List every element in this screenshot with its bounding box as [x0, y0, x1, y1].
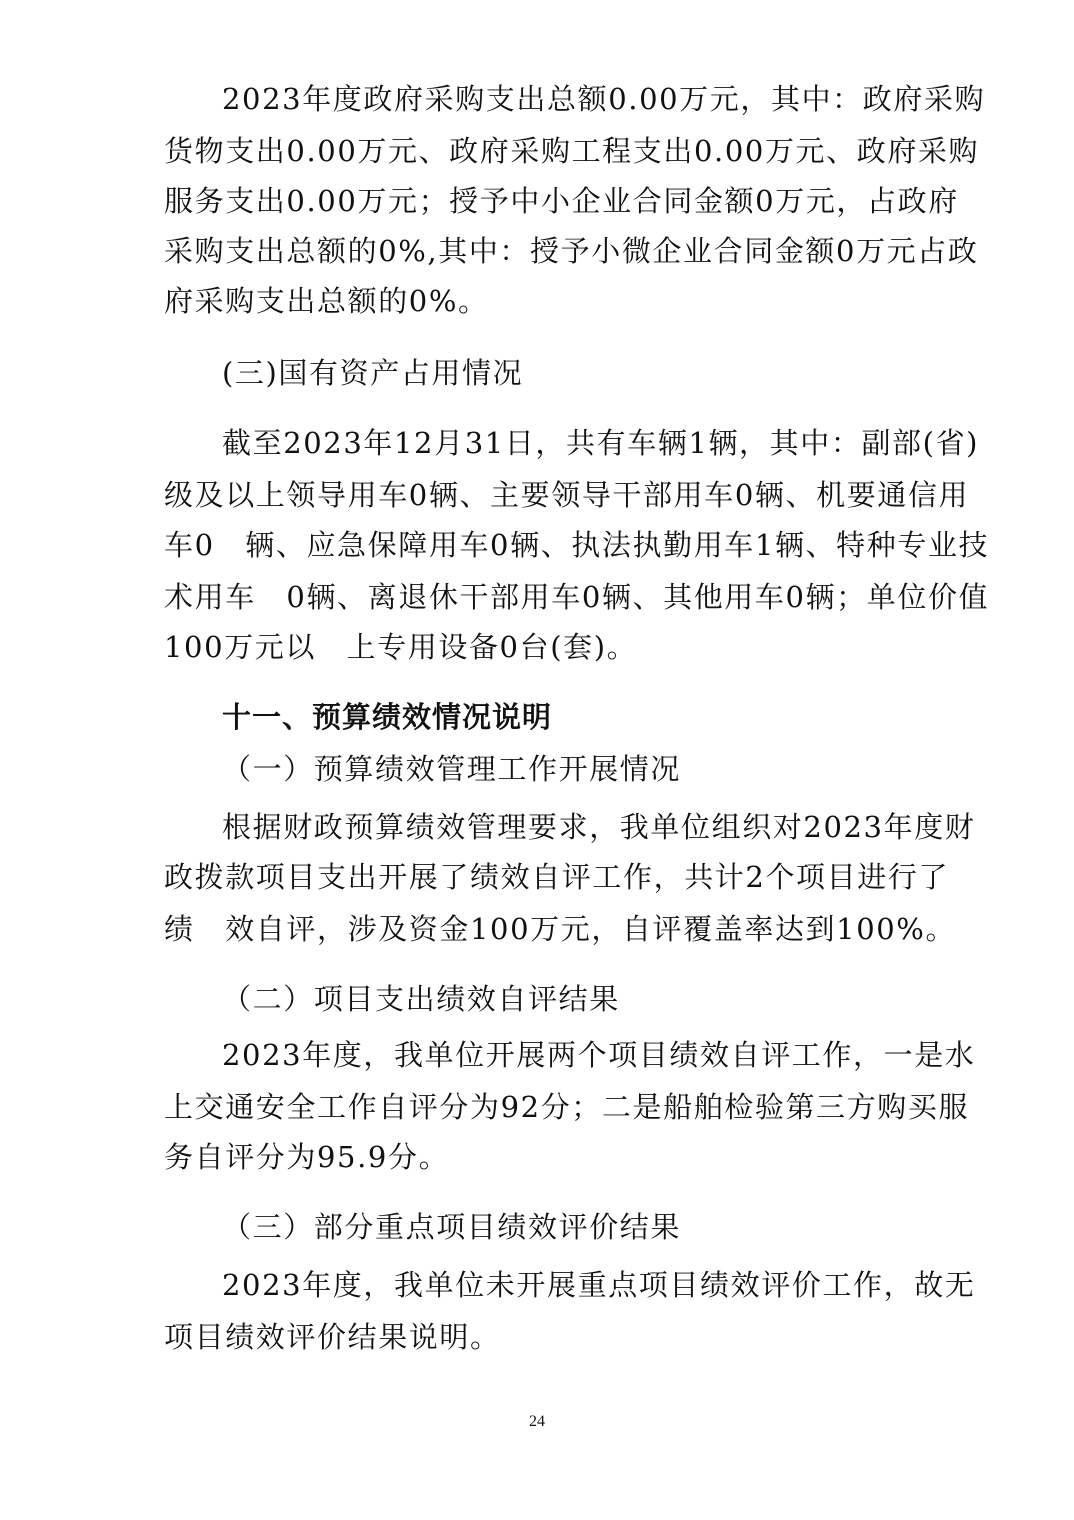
paragraph-line: 项目绩效评价结果说明。 — [164, 1320, 501, 1354]
paragraph-line: 2023年度政府采购支出总额0.00万元，其中：政府采购 — [222, 82, 986, 116]
paragraph-line: 根据财政预算绩效管理要求，我单位组织对2023年度财 — [222, 810, 976, 844]
subsection-heading-1: （一）预算绩效管理工作开展情况 — [222, 752, 682, 786]
paragraph-line: 截至2023年12月31日，共有车辆1辆，其中：副部(省) — [222, 426, 980, 460]
paragraph-line: 上交通安全工作自评分为92分；二是船舶检验第三方购买服 — [164, 1090, 970, 1124]
paragraph-line: 2023年度，我单位未开展重点项目绩效评价工作，故无 — [222, 1268, 976, 1302]
paragraph-line: 政拨款项目支出开展了绩效自评工作，共计2个项目进行了 — [164, 860, 950, 894]
paragraph-line: 绩 效自评，涉及资金100万元，自评覆盖率达到100%。 — [164, 912, 957, 946]
section-heading-assets: (三)国有资产占用情况 — [222, 356, 524, 390]
chapter-heading: 十一、预算绩效情况说明 — [222, 700, 553, 734]
paragraph-line: 2023年度，我单位开展两个项目绩效自评工作，一是水 — [222, 1038, 976, 1072]
paragraph-line: 采购支出总额的0%,其中：授予小微企业合同金额0万元占政 — [164, 234, 979, 268]
paragraph-line: 服务支出0.00万元；授予中小企业合同金额0万元，占政府 — [164, 184, 959, 218]
paragraph-line: 100万元以 上专用设备0台(套)。 — [164, 630, 638, 664]
paragraph-line: 府采购支出总额的0%。 — [164, 284, 489, 318]
paragraph-line: 车0 辆、应急保障用车0辆、执法执勤用车1辆、特种专业技 — [164, 528, 990, 562]
paragraph-line: 务自评分为95.9分。 — [164, 1140, 450, 1174]
paragraph-line: 级及以上领导用车0辆、主要领导干部用车0辆、机要通信用 — [164, 478, 970, 512]
subsection-heading-2: （二）项目支出绩效自评结果 — [222, 982, 620, 1016]
paragraph-line: 货物支出0.00万元、政府采购工程支出0.00万元、政府采购 — [164, 134, 980, 168]
subsection-heading-3: （三）部分重点项目绩效评价结果 — [222, 1210, 682, 1244]
page-number: 24 — [529, 1413, 545, 1430]
paragraph-line: 术用车 0辆、离退休干部用车0辆、其他用车0辆；单位价值 — [164, 580, 990, 614]
